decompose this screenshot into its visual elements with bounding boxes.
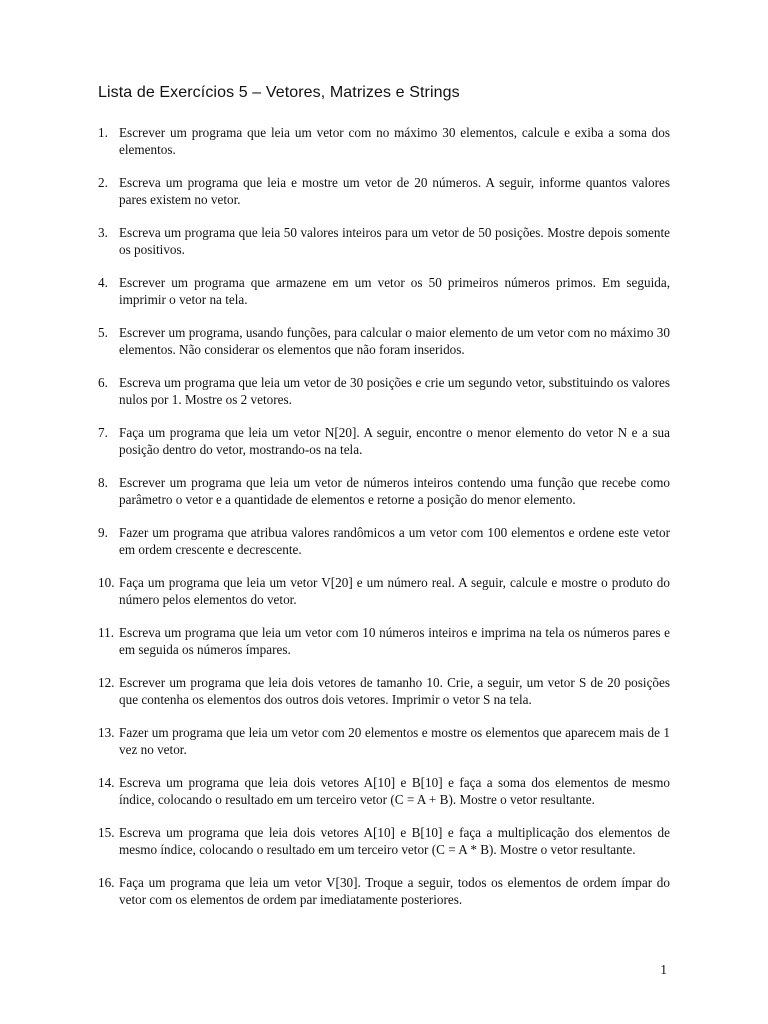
item-text: Escrever um programa que leia dois vetores de tamanho 10. Crie, a seguir, um vetor S de 20 posições que contenha os elementos dos outros dois vetores. Imprimir o vetor S na tela.	[119, 675, 670, 707]
list-item	[98, 874, 670, 908]
item-number: 14.	[98, 775, 115, 790]
item-text: Escreva um programa que leia um vetor de 30 posições e crie um segundo vetor, substituindo os valores nulos por 1. Mostre os 2 vetores.	[119, 375, 670, 407]
item-text: Fazer um programa que leia um vetor com 20 elementos e mostre os elementos que aparecem mais de 1 vez no vetor.	[119, 725, 670, 757]
list-item	[98, 624, 670, 658]
item-number: 3.	[98, 225, 108, 240]
item-text: Faça um programa que leia um vetor N[20]. A seguir, encontre o menor elemento do vetor N e a sua posição dentro do vetor, mostrando-os na tela.	[119, 425, 670, 457]
item-number: 1.	[98, 125, 108, 140]
item-number: 16.	[98, 875, 115, 890]
item-text: Escreva um programa que leia dois vetores A[10] e B[10] e faça a multiplicação dos elementos de mesmo índice, colocando o resultado em um terceiro vetor (C = A * B). Mostre o vetor resultante.	[119, 825, 670, 857]
item-number: 10.	[98, 575, 115, 590]
item-text: Escreva um programa que leia dois vetores A[10] e B[10] e faça a soma dos elementos de mesmo índice, colocando o resultado em um terceiro vetor (C = A + B). Mostre o vetor resultante.	[119, 775, 670, 807]
list-item	[98, 524, 670, 558]
item-text: Escrever um programa que leia um vetor de números inteiros contendo uma função que recebe como parâmetro o vetor e a quantidade de elementos e retorne a posição do menor elemento.	[119, 475, 670, 507]
item-number: 11.	[98, 625, 114, 640]
item-number: 12.	[98, 675, 115, 690]
item-text: Faça um programa que leia um vetor V[20] e um número real. A seguir, calcule e mostre o produto do número pelos elementos do vetor.	[119, 575, 670, 607]
list-item	[98, 474, 670, 508]
item-text: Escreva um programa que leia um vetor com 10 números inteiros e imprima na tela os números pares e em seguida os números ímpares.	[119, 625, 670, 657]
item-text: Escreva um programa que leia 50 valores inteiros para um vetor de 50 posições. Mostre depois somente os positivos.	[119, 225, 670, 257]
list-item	[98, 574, 670, 608]
item-number: 5.	[98, 325, 108, 340]
item-text: Faça um programa que leia um vetor V[30]. Troque a seguir, todos os elementos de ordem ímpar do vetor com os elementos de ordem par imediatamente posteriores.	[119, 875, 670, 907]
list-item	[98, 674, 670, 708]
list-item	[98, 224, 670, 258]
list-item	[98, 824, 670, 858]
item-number: 8.	[98, 475, 108, 490]
item-number: 6.	[98, 375, 108, 390]
item-number: 15.	[98, 825, 115, 840]
item-text: Escrever um programa que leia um vetor com no máximo 30 elementos, calcule e exiba a soma dos elementos.	[119, 125, 670, 157]
item-number: 13.	[98, 725, 115, 740]
item-text: Fazer um programa que atribua valores randômicos a um vetor com 100 elementos e ordene este vetor em ordem crescente e decrescente.	[119, 525, 670, 557]
list-item	[98, 174, 670, 208]
list-item	[98, 374, 670, 408]
item-text: Escrever um programa, usando funções, para calcular o maior elemento de um vetor com no máximo 30 elementos. Não considerar os elementos que não foram inseridos.	[119, 325, 670, 357]
item-number: 2.	[98, 175, 108, 190]
item-text: Escreva um programa que leia e mostre um vetor de 20 números. A seguir, informe quantos valores pares existem no vetor.	[119, 175, 670, 207]
list-item	[98, 424, 670, 458]
list-item	[98, 274, 670, 308]
list-item	[98, 724, 670, 758]
list-item	[98, 124, 670, 158]
item-number: 9.	[98, 525, 108, 540]
item-number: 4.	[98, 275, 108, 290]
page-title: Lista de Exercícios 5 – Vetores, Matrizes e Strings	[98, 84, 460, 101]
exercise-list	[98, 124, 670, 924]
list-item	[98, 324, 670, 358]
item-text: Escrever um programa que armazene em um vetor os 50 primeiros números primos. Em seguida, imprimir o vetor na tela.	[119, 275, 670, 307]
page-number: 1	[660, 962, 667, 977]
item-number: 7.	[98, 425, 108, 440]
list-item	[98, 774, 670, 808]
